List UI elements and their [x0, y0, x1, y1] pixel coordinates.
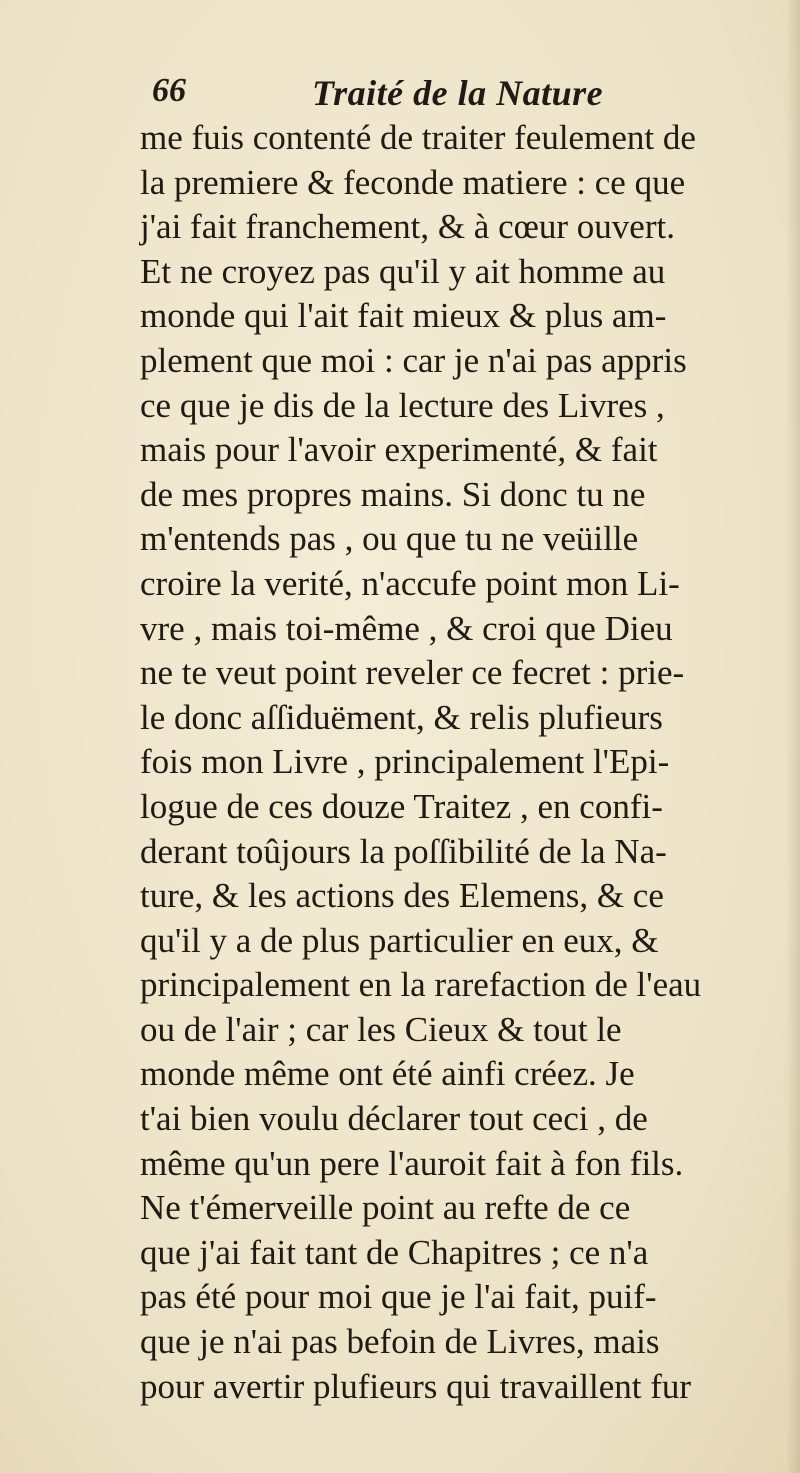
text-line: mais pour l'avoir experimenté, & fait	[140, 430, 658, 470]
running-head	[152, 72, 752, 114]
text-line: ne te veut point reveler ce fecret : prie-	[140, 653, 685, 693]
text-line: plement que moi : car je n'ai pas appris	[140, 340, 687, 380]
text-line: Ne t'émerveille point au refte de ce	[140, 1188, 631, 1228]
running-title: Traité de la Nature	[312, 73, 604, 113]
text-line: fois mon Livre , principalement l'Epi-	[140, 742, 670, 782]
text-line: ce que je dis de la lecture des Livres ,	[140, 385, 665, 425]
text-line: me fuis contenté de traiter feulement de	[140, 118, 696, 157]
text-line: monde même ont été ainfi créez. Je	[140, 1054, 635, 1094]
text-line: t'ai bien voulu déclarer tout ceci , de	[140, 1099, 648, 1139]
body-text	[140, 116, 780, 1409]
text-line: ture, & les actions des Elemens, & ce	[140, 876, 664, 916]
text-line: ou de l'air ; car les Cieux & tout le	[140, 1009, 622, 1049]
text-line: j'ai fait franchement, & à cœur ouvert.	[140, 207, 675, 247]
page-number: 66	[152, 72, 186, 109]
text-line: croire la verité, n'accufe point mon Li-	[140, 563, 680, 603]
text-line: que je n'ai pas befoin de Livres, mais	[140, 1322, 660, 1362]
text-line: que j'ai fait tant de Chapitres ; ce n'a	[140, 1232, 649, 1272]
text-line: de mes propres mains. Si donc tu ne	[140, 474, 646, 514]
text-line: m'entends pas , ou que tu ne veüille	[140, 519, 639, 559]
page-edge-shadow	[786, 0, 800, 1473]
text-line: pas été pour moi que je l'ai fait, puif-	[140, 1277, 657, 1317]
text-line: derant toûjours la poſſibilité de la Na-	[140, 831, 667, 871]
text-line: principalement en la rarefaction de l'eau	[140, 965, 702, 1005]
text-line: le donc aſſiduëment, & relis plufieurs	[140, 697, 663, 737]
text-line: pour avertir plufieurs qui travaillent fur	[140, 1366, 692, 1406]
text-line: logue de ces douze Traitez , en confi-	[140, 786, 663, 826]
text-line: Et ne croyez pas qu'il y ait homme au	[140, 251, 666, 291]
text-line: vre , mais toi-même , & croi que Dieu	[140, 608, 673, 648]
text-line: monde qui l'ait fait mieux & plus am-	[140, 296, 667, 336]
text-line: qu'il y a de plus particulier en eux, &	[140, 920, 659, 960]
text-line: même qu'un pere l'auroit fait à fon fils.	[140, 1143, 684, 1183]
text-line: la premiere & feconde matiere : ce que	[140, 162, 686, 202]
